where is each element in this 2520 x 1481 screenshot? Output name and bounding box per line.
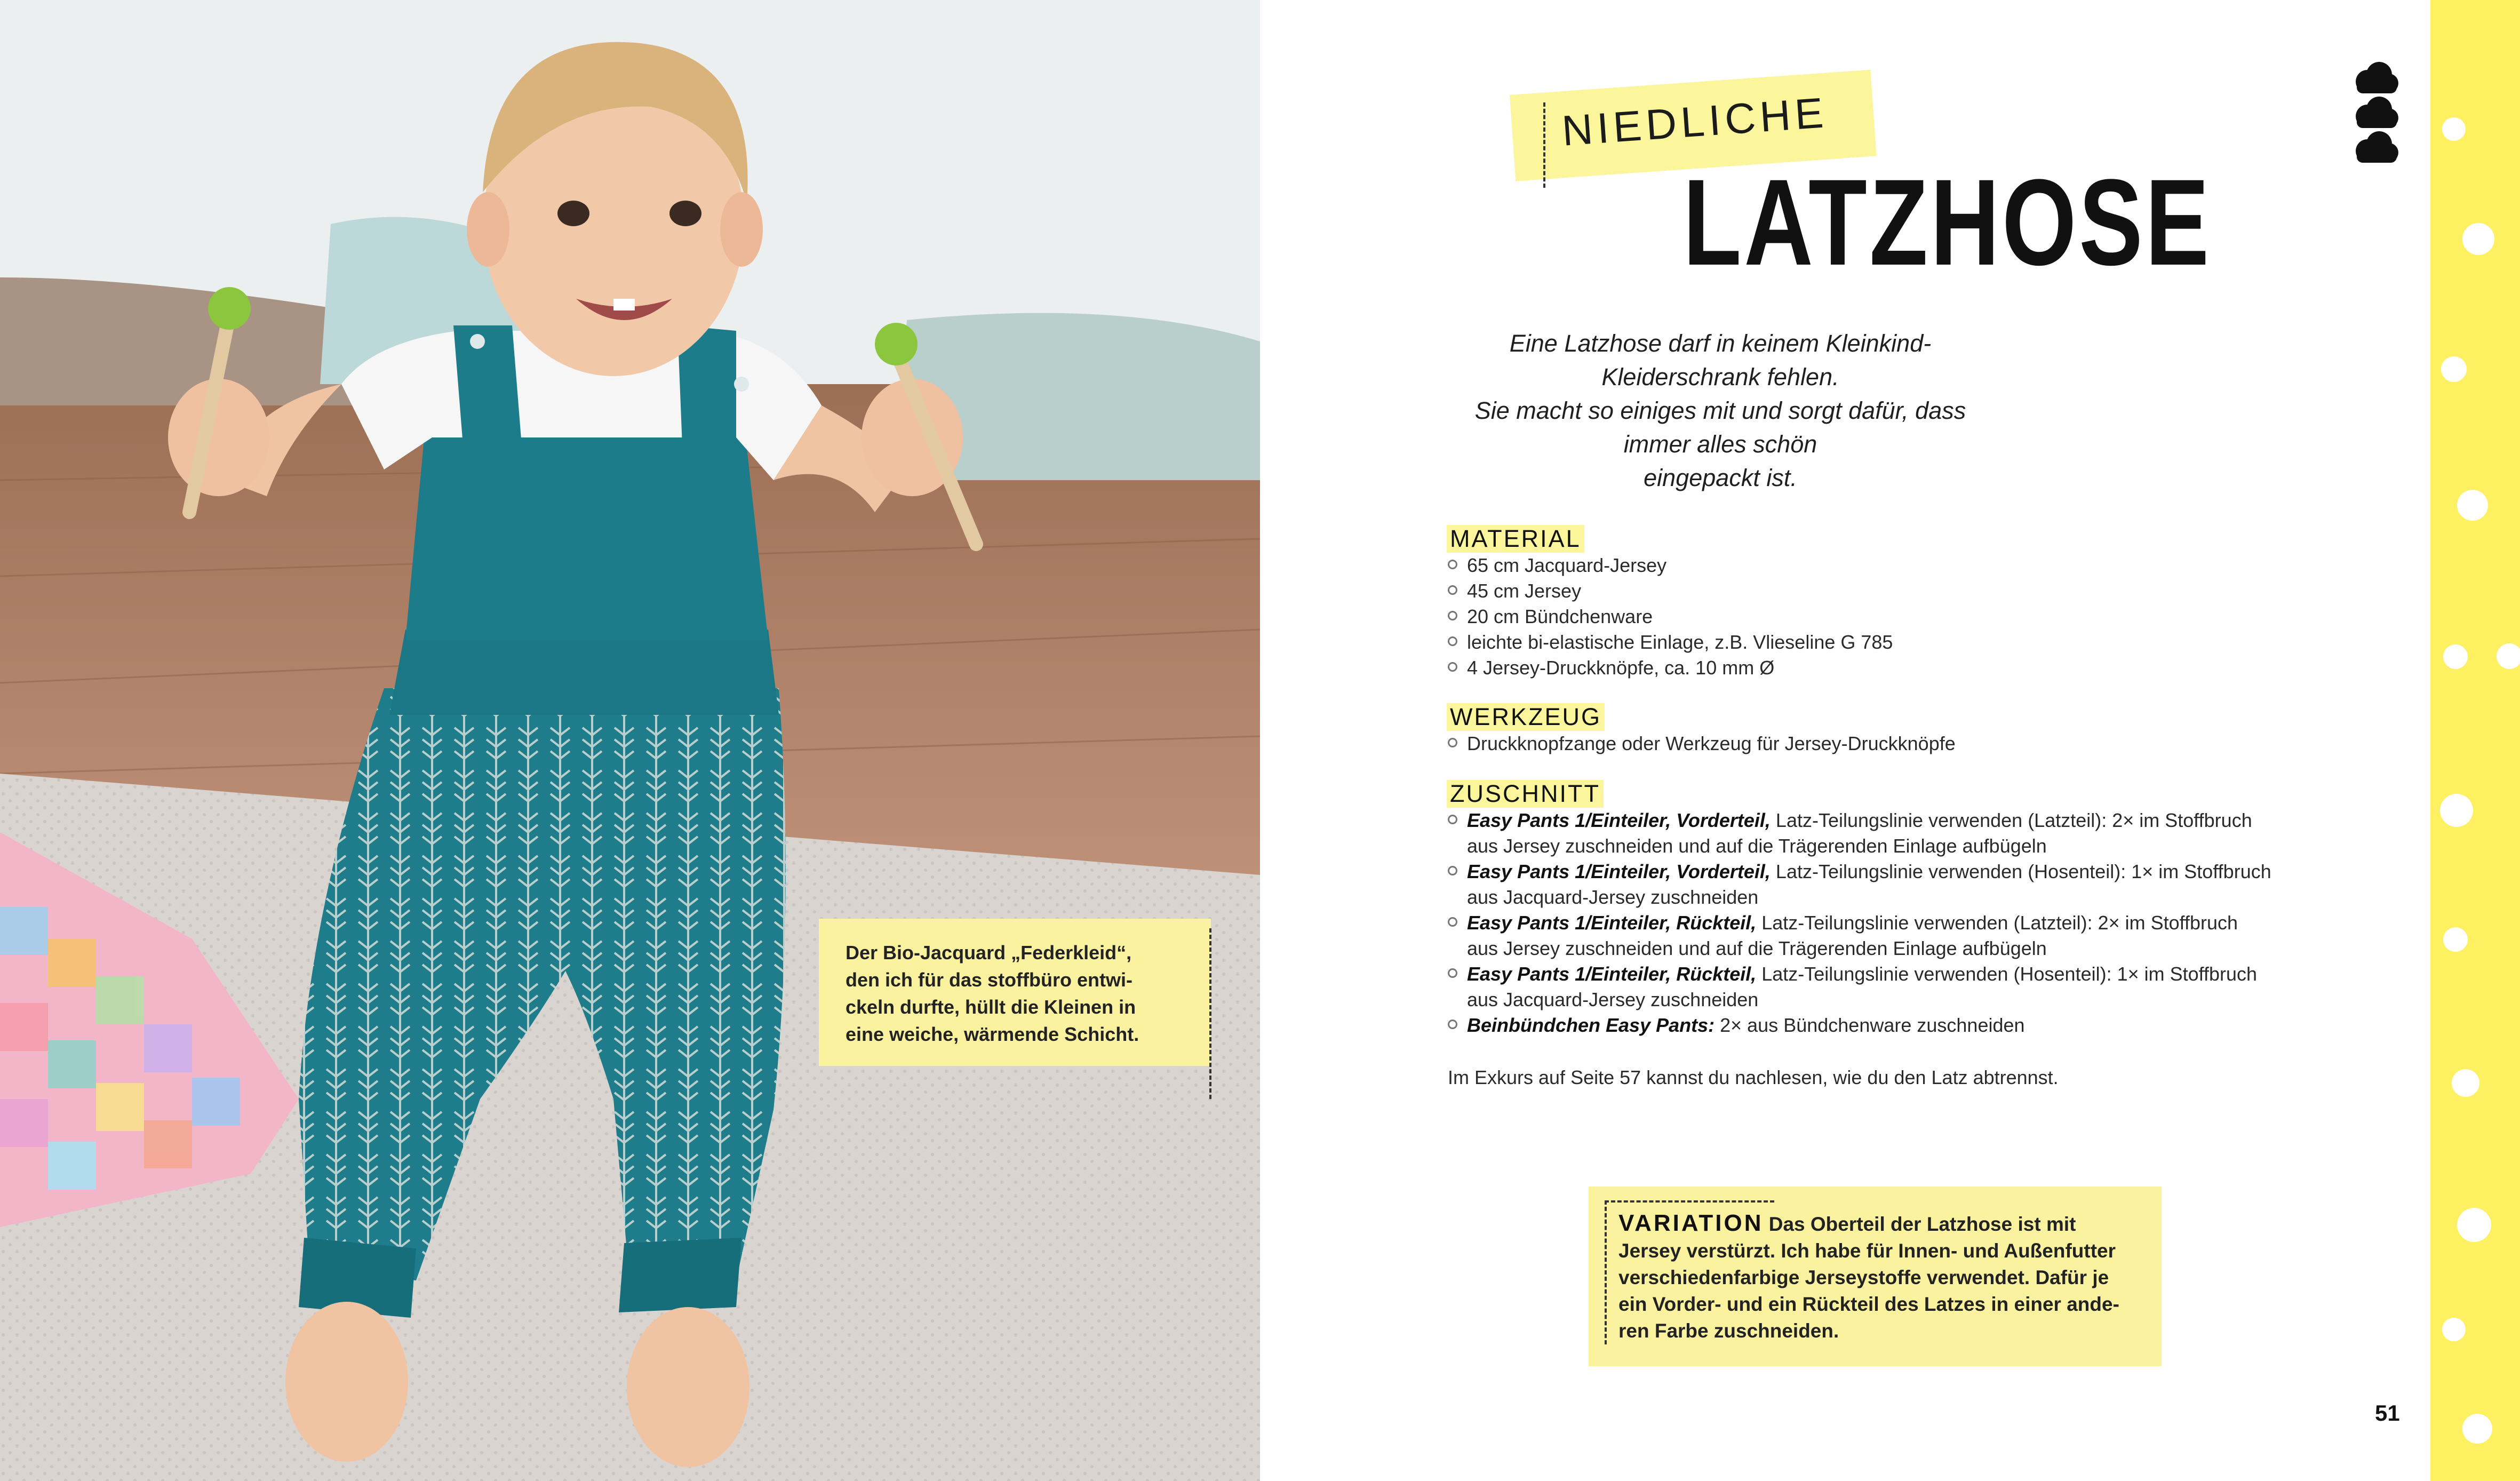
item-bold: Easy Pants 1/Einteiler, Vorderteil, (1467, 861, 1771, 882)
variation-dashed-line (1605, 1200, 1607, 1344)
list-item (1448, 961, 2271, 1013)
material-list (1448, 553, 1893, 681)
variation-line: ren Farbe zuschneiden. (1618, 1320, 1839, 1342)
variation-line: Das Oberteil der Latzhose ist mit (1763, 1213, 2076, 1235)
title-small: NIEDLICHE (1560, 89, 1829, 155)
list-item (1448, 1013, 2271, 1038)
caption-line: Der Bio-Jacquard „Federkleid“, (846, 942, 1132, 964)
intro-line: eingepackt ist. (1644, 464, 1797, 491)
title-dashed-line (1543, 102, 1545, 188)
cloud-icons (2351, 58, 2399, 175)
item-text: aus Jacquard-Jersey zuschneiden (1467, 989, 1759, 1010)
cloud-icon (2356, 97, 2398, 128)
list-item: Druckknopfzange oder Werkzeug für Jersey-Druckknöpfe (1448, 731, 1956, 757)
item-bold: Easy Pants 1/Einteiler, Rückteil, (1467, 963, 1757, 985)
item-bold: Easy Pants 1/Einteiler, Vorderteil, (1467, 809, 1771, 831)
item-text: Latz-Teilungslinie verwenden (Hosenteil): 1× im Stoffbruch (1770, 861, 2271, 882)
variation-line: verschiedenfarbige Jerseystoffe verwendet. Dafür je (1618, 1267, 2109, 1288)
dot (2462, 1414, 2492, 1444)
caption-line: eine weiche, wärmende Schicht. (846, 1023, 1139, 1045)
item-bold: Beinbündchen Easy Pants: (1467, 1014, 1715, 1036)
note-text: Im Exkurs auf Seite 57 kannst du nachlesen, wie du den Latz abtrennst. (1448, 1066, 2059, 1088)
variation-box (1589, 1187, 2162, 1366)
page-title: LATZHOSE (1683, 154, 2212, 291)
list-item (1448, 859, 2271, 910)
list-item: leichte bi-elastische Einlage, z.B. Vlieseline G 785 (1448, 630, 1893, 655)
item-text: Latz-Teilungslinie verwenden (Latzteil): 2× im Stoffbruch (1770, 809, 2252, 831)
werkzeug-list (1448, 731, 1956, 757)
werkzeug-heading: WERKZEUG (1447, 703, 1605, 731)
intro-line: Eine Latzhose darf in keinem Kleinkind-Kleiderschrank fehlen. (1509, 330, 1932, 391)
variation-line: Jersey verstürzt. Ich habe für Innen- und Außenfutter (1618, 1240, 2116, 1262)
zuschnitt-heading: ZUSCHNITT (1447, 780, 1604, 808)
dot (2440, 794, 2473, 827)
variation-line: ein Vorder- und ein Rückteil des Latzes in einer ande- (1618, 1293, 2119, 1315)
caption-line: den ich für das stoffbüro entwi- (846, 969, 1133, 991)
list-item: 45 cm Jersey (1448, 578, 1893, 604)
item-text: aus Jersey zuschneiden und auf die Trägerenden Einlage aufbügeln (1467, 835, 2047, 857)
caption-dashed-line (1209, 928, 1211, 1099)
dot (2497, 643, 2520, 669)
variation-heading: VARIATION (1618, 1210, 1764, 1236)
cloud-icon (2356, 62, 2398, 93)
item-bold: Easy Pants 1/Einteiler, Rückteil, (1467, 912, 1757, 934)
yellow-dotted-strip (2430, 0, 2520, 1481)
list-item: 65 cm Jacquard-Jersey (1448, 553, 1893, 578)
variation-dashed-line (1605, 1200, 1774, 1203)
dot (2457, 490, 2488, 521)
dot (2462, 223, 2494, 255)
list-item (1448, 808, 2271, 859)
intro-line: Sie macht so einiges mit und sorgt dafür, dass immer alles schön (1474, 397, 1966, 458)
item-text: 2× aus Bündchenware zuschneiden (1714, 1014, 2025, 1036)
list-item: 20 cm Bündchenware (1448, 604, 1893, 630)
dot (2452, 1069, 2479, 1097)
item-text: Latz-Teilungslinie verwenden (Hosenteil): 1× im Stoffbruch (1756, 963, 2258, 985)
dot (2442, 117, 2466, 141)
material-heading: MATERIAL (1447, 525, 1584, 553)
intro-text (1440, 327, 2000, 495)
caption-line: ckeln durfte, hüllt die Kleinen in (846, 996, 1136, 1018)
page-number: 51 (2375, 1400, 2400, 1426)
dot (2442, 1318, 2466, 1341)
zuschnitt-list (1448, 808, 2271, 1038)
dot (2443, 927, 2468, 952)
list-item (1448, 910, 2271, 961)
list-item: 4 Jersey-Druckknöpfe, ca. 10 mm Ø (1448, 655, 1893, 681)
item-text: aus Jersey zuschneiden und auf die Trägerenden Einlage aufbügeln (1467, 937, 2047, 959)
dot (2441, 356, 2467, 382)
cloud-icon (2356, 131, 2398, 163)
item-text: Latz-Teilungslinie verwenden (Latzteil): 2× im Stoffbruch (1756, 912, 2238, 934)
dot (2443, 644, 2468, 669)
photo-caption (819, 919, 1211, 1066)
dot (2457, 1208, 2491, 1242)
item-text: aus Jacquard-Jersey zuschneiden (1467, 886, 1759, 908)
